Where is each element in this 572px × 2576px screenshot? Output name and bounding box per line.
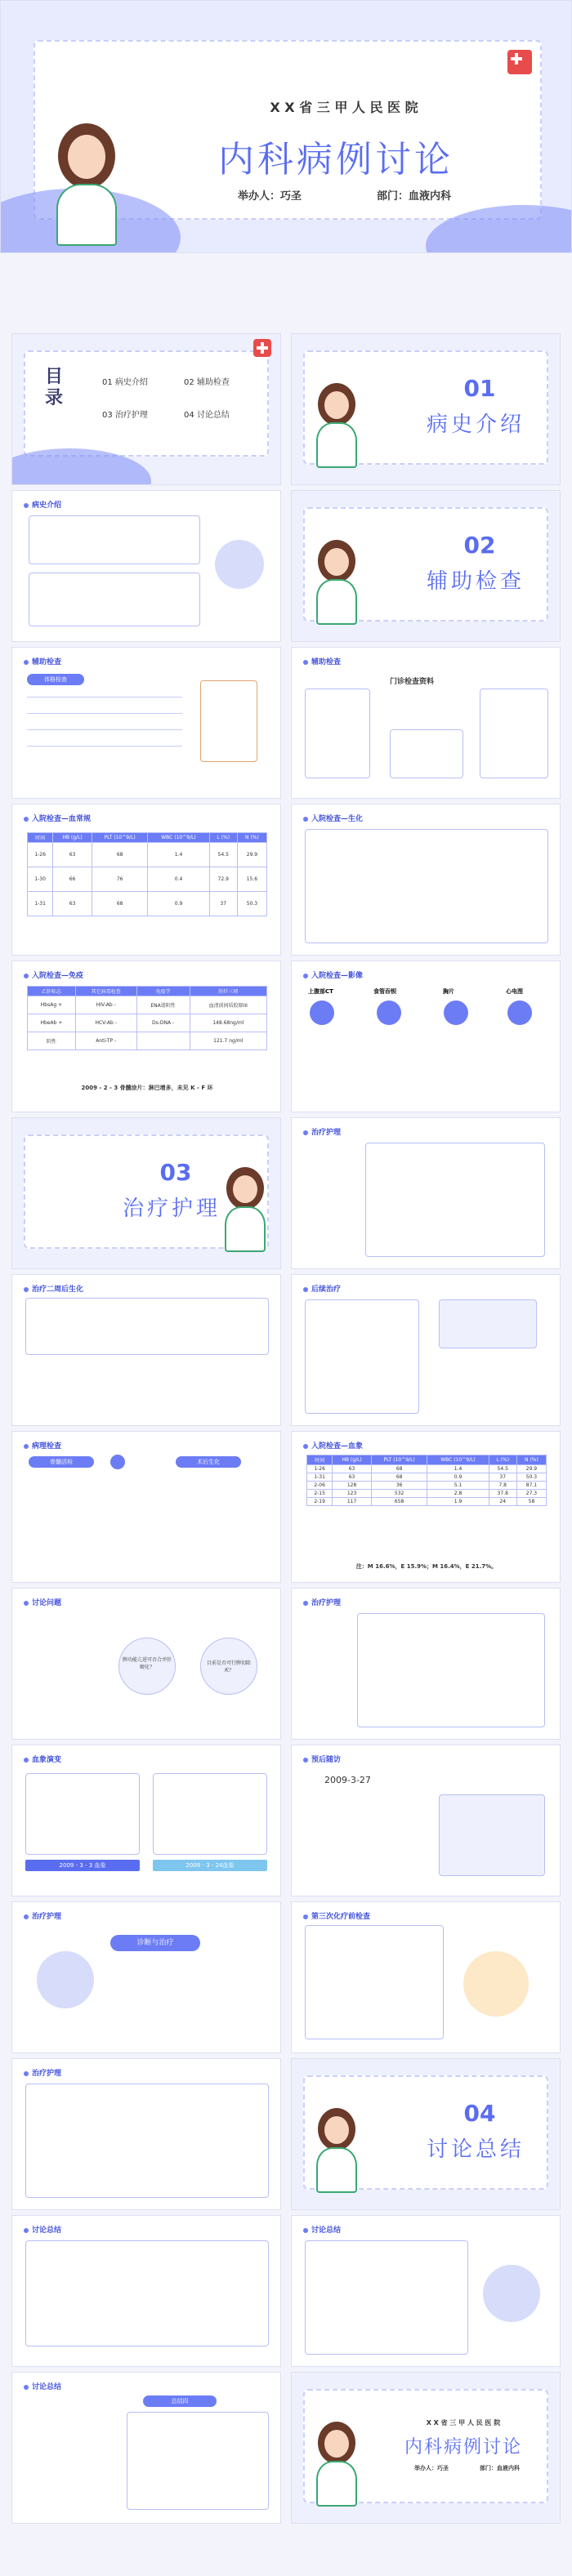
slide-header: 入院检查—血象 — [303, 1440, 363, 1451]
discuss-slide — [11, 1588, 281, 1740]
toc-item-4[interactable]: 04 讨论总结 — [184, 411, 230, 420]
toc-item-2[interactable]: 02 辅助检查 — [184, 378, 230, 387]
end-host: 举办人：巧圣 — [414, 2465, 449, 2471]
section-01-slide — [291, 333, 561, 485]
slide-header: 治疗护理 — [303, 1597, 341, 1607]
section-number: 01 — [463, 375, 496, 402]
blood2-note: 注：M 16.6%，E 15.9%；M 16.4%，E 21.7%。 — [355, 1563, 498, 1570]
slide-header: 治疗护理 — [24, 2067, 61, 2078]
patient-icon — [463, 1951, 529, 2017]
immune-table — [27, 986, 267, 1050]
summary-slide-1 — [11, 2215, 281, 2367]
care-slide-3 — [11, 1901, 281, 2053]
summary3-tag: 总结四 — [143, 2396, 217, 2407]
medical-cross-icon — [253, 339, 271, 357]
cell: 15.6 — [237, 867, 266, 892]
slide-header: 讨论问题 — [24, 1597, 61, 1607]
col-header: N (%) — [237, 833, 266, 843]
slide-header: 讨论总结 — [24, 2224, 61, 2235]
end-dept: 部门：血液内科 — [480, 2465, 520, 2471]
aux-box-right — [480, 689, 548, 778]
history-slide — [11, 490, 281, 642]
slide-header: 治疗护理 — [303, 1126, 341, 1137]
care-slide-2 — [291, 1588, 561, 1740]
toc-title: 目录 — [45, 367, 64, 408]
doctor-illustration — [42, 123, 132, 246]
bloodwatch-left — [25, 1773, 140, 1855]
cell: 532 — [371, 1490, 427, 1498]
prognosis-image — [439, 1794, 545, 1876]
col-header: 其它病毒检查 — [75, 987, 136, 996]
imaging-label: 胸片 — [443, 988, 454, 995]
toc-item-3[interactable]: 03 治疗护理 — [102, 411, 148, 420]
cover-hospital: X X 省 三 甲 人 民 医 院 — [270, 100, 418, 115]
end-hospital: X X 省 三 甲 人 民 医 院 — [426, 2419, 501, 2427]
slide-header: 讨论总结 — [24, 2381, 61, 2391]
biochem2-table — [25, 1298, 269, 1355]
cell: 68 — [371, 1465, 427, 1473]
cell: 2-19 — [307, 1498, 333, 1506]
doctor-illustration — [308, 2108, 365, 2198]
col-header: L (%) — [209, 833, 237, 843]
section-number: 04 — [463, 2100, 496, 2127]
cell: 63 — [53, 892, 92, 916]
aux-box-left — [305, 689, 370, 778]
cell: 121.7 ng/ml — [190, 1032, 266, 1050]
slide-header: 病理检查 — [24, 1440, 61, 1451]
cell: 1.4 — [427, 1465, 489, 1473]
care2-box — [357, 1613, 545, 1727]
doctor-illustration — [308, 540, 365, 630]
slide-header: 后续治疗 — [303, 1283, 341, 1294]
slide-header: 病史介绍 — [24, 499, 61, 510]
bloodwatch-slide — [11, 1745, 281, 1896]
cell: HbsAg + — [28, 996, 76, 1014]
aux-box-mid — [390, 729, 463, 778]
cell: 87.1 — [516, 1482, 546, 1490]
cell: 658 — [371, 1498, 427, 1506]
prognosis-slide — [291, 1745, 561, 1896]
imaging-label: 食管吞钡 — [373, 988, 396, 995]
cell: 27.3 — [516, 1490, 546, 1498]
bloodwatch-right-date: 2009 - 3 - 24血象 — [153, 1860, 267, 1871]
cell: 58 — [516, 1498, 546, 1506]
third-box — [305, 1925, 444, 2039]
section-name: 讨论总结 — [426, 2137, 525, 2162]
cell — [136, 1032, 190, 1050]
pathology-icon — [110, 1455, 125, 1469]
aux-tag: 体格检查 — [27, 674, 84, 685]
section-name: 辅助检查 — [426, 569, 525, 594]
slide-header: 讨论总结 — [303, 2224, 341, 2235]
cover-host: 举办人：巧圣 — [238, 190, 302, 203]
table-row — [307, 1473, 547, 1482]
blood-table — [27, 832, 267, 916]
table-row — [307, 1465, 547, 1473]
care-slide-4 — [11, 2058, 281, 2210]
slide-header: 预后随访 — [303, 1754, 341, 1764]
cell: 36 — [371, 1482, 427, 1490]
care4-box — [25, 2084, 269, 2198]
summary-box — [25, 2240, 269, 2346]
cover-slide — [0, 0, 572, 253]
col-header: 肝纤三项 — [190, 987, 266, 996]
aux-sub: 门诊检查资料 — [390, 678, 435, 686]
immune-slide — [11, 960, 281, 1112]
end-title: 内科病例讨论 — [404, 2437, 522, 2458]
slide-header: 治疗护理 — [24, 1910, 61, 1921]
table-row — [28, 867, 267, 892]
end-slide — [291, 2372, 561, 2524]
followup-slide — [291, 1274, 561, 1426]
care3-center: 诊断与治疗 — [110, 1935, 200, 1951]
clipboard-icon — [200, 680, 257, 762]
cell: 128 — [333, 1482, 372, 1490]
doctor-illustration — [308, 383, 365, 473]
biochem-slide — [291, 804, 561, 956]
col-header: 时间 — [307, 1455, 333, 1465]
cell: 0.9 — [427, 1473, 489, 1482]
cell: 50.3 — [237, 892, 266, 916]
cell: 68 — [92, 892, 148, 916]
cell: 1-31 — [28, 892, 53, 916]
cell: 37 — [489, 1473, 516, 1482]
col-header: WBC (10^9/L) — [427, 1455, 489, 1465]
cell: 37.8 — [489, 1490, 516, 1498]
cell: 37 — [209, 892, 237, 916]
doctor-illustration — [217, 1167, 274, 1257]
summary2-box — [305, 2240, 468, 2355]
slide-header: 辅助检查 — [24, 656, 61, 666]
doctor-avatar-icon — [483, 2265, 540, 2322]
discuss-question-1: 脾功能亢进可否合并肝硬化？ — [123, 1657, 172, 1670]
cell: 1-31 — [307, 1473, 333, 1482]
col-header: N (%) — [516, 1455, 546, 1465]
divider — [27, 746, 182, 747]
pathology-slide — [11, 1431, 281, 1583]
cell: 76 — [92, 867, 148, 892]
biochem2-slide — [11, 1274, 281, 1426]
aux-check-slide — [11, 647, 281, 799]
care-box — [365, 1143, 545, 1257]
col-header: 乙肝标志 — [28, 987, 76, 996]
history-box-1 — [29, 515, 200, 564]
cell: 1.4 — [148, 843, 209, 867]
cell: 63 — [333, 1473, 372, 1482]
slide-header: 第三次化疗前检查 — [303, 1910, 370, 1921]
table-row — [307, 1490, 547, 1498]
cell: 117 — [333, 1498, 372, 1506]
col-header: PLT (10^9/L) — [371, 1455, 427, 1465]
divider — [27, 713, 182, 714]
cell: 7.8 — [489, 1482, 516, 1490]
cell: 68 — [371, 1473, 427, 1482]
table-row — [28, 843, 267, 867]
cell: 5.1 — [427, 1482, 489, 1490]
doctor-avatar-icon — [215, 540, 264, 589]
cell: 148.68ng/ml — [190, 1014, 266, 1032]
slide-header: 入院检查—血常规 — [24, 813, 91, 823]
cell: 阴性 — [28, 1032, 76, 1050]
slide-header: 入院检查—免疫 — [24, 969, 83, 980]
third-slide — [291, 1901, 561, 2053]
cell: 123 — [333, 1490, 372, 1498]
col-header: HB (g/L) — [333, 1455, 372, 1465]
ct-icon — [310, 1001, 334, 1025]
cell: 0.9 — [148, 892, 209, 916]
slide-header: 入院检查—影像 — [303, 969, 363, 980]
barium-icon — [377, 1001, 401, 1025]
aux-check-slide-2 — [291, 647, 561, 799]
discuss-question-2: 目前是否可行脾切除术？ — [206, 1660, 251, 1674]
imaging-label: 心电图 — [506, 988, 523, 995]
cover-dept: 部门：血液内科 — [377, 190, 452, 203]
slide-header: 治疗二周后生化 — [24, 1283, 83, 1294]
cell: 68 — [92, 843, 148, 867]
cell: 29.9 — [237, 843, 266, 867]
doctor-illustration — [308, 2422, 365, 2511]
table-row — [307, 1482, 547, 1490]
col-header: L (%) — [489, 1455, 516, 1465]
cell: 29.9 — [516, 1465, 546, 1473]
toc-slide — [11, 333, 281, 485]
cell: 2-06 — [307, 1482, 333, 1490]
cell: 24 — [489, 1498, 516, 1506]
xray-icon — [444, 1001, 468, 1025]
prognosis-date: 2009-3-27 — [324, 1775, 371, 1785]
blood2-slide — [291, 1431, 561, 1583]
pathology-left-tag: 骨髓活检 — [29, 1456, 94, 1468]
col-header: HB (g/L) — [53, 833, 92, 843]
history-box-2 — [29, 573, 200, 626]
cell: 1.9 — [427, 1498, 489, 1506]
table-row — [307, 1498, 547, 1506]
section-03-slide — [11, 1117, 281, 1269]
cell: 1-26 — [28, 843, 53, 867]
blood-slide — [11, 804, 281, 956]
section-number: 02 — [463, 532, 496, 559]
cell: HIV-Ab - — [75, 996, 136, 1014]
cell: HCV-Ab - — [75, 1014, 136, 1032]
care-slide-1 — [291, 1117, 561, 1269]
ecg-icon — [507, 1001, 532, 1025]
summary-slide-3 — [11, 2372, 281, 2524]
cell: 2.8 — [427, 1490, 489, 1498]
slide-header: 辅助检查 — [303, 656, 341, 666]
cell: 63 — [53, 843, 92, 867]
cell: 54.5 — [489, 1465, 516, 1473]
section-name: 治疗护理 — [122, 1197, 221, 1221]
cell: 72.9 — [209, 867, 237, 892]
followup-box — [305, 1299, 419, 1414]
cell: 1-26 — [307, 1465, 333, 1473]
bloodwatch-left-date: 2009 - 3 - 3 血象 — [25, 1860, 140, 1871]
section-04-slide — [291, 2058, 561, 2210]
cell: HbeAb + — [28, 1014, 76, 1032]
bloodwatch-right — [153, 1773, 267, 1855]
col-header: WBC (10^9/L) — [148, 833, 209, 843]
pathology-right-tag: 术后生化 — [176, 1456, 241, 1468]
toc-item-1[interactable]: 01 病史介绍 — [102, 378, 148, 387]
table-row — [28, 1032, 267, 1050]
cell: Ds-DNA - — [136, 1014, 190, 1032]
cell: Anti-TP - — [75, 1032, 136, 1050]
slide-header: 入院检查—生化 — [303, 813, 363, 823]
blood2-table — [306, 1455, 547, 1506]
table-row — [28, 996, 267, 1014]
summary3-box — [127, 2412, 269, 2510]
cell: 50.3 — [516, 1473, 546, 1482]
col-header: 免疫学 — [136, 987, 190, 996]
immune-footer: 2009 - 2 - 3 骨髓涂片：淋巴增多，未见 K - F 环 — [81, 1085, 213, 1091]
section-number: 03 — [159, 1159, 192, 1186]
table-row — [28, 1014, 267, 1032]
section-name: 病史介绍 — [426, 412, 525, 437]
slide-header: 血象演变 — [24, 1754, 61, 1764]
summary-slide-2 — [291, 2215, 561, 2367]
col-header: PLT (10^9/L) — [92, 833, 148, 843]
cell: 2-15 — [307, 1490, 333, 1498]
cover-title: 内科病例讨论 — [218, 139, 454, 180]
divider — [27, 729, 182, 730]
biochem-table — [305, 829, 548, 943]
col-header: 时间 — [28, 833, 53, 843]
table-row — [28, 892, 267, 916]
medical-cross-icon — [507, 50, 532, 74]
cell: 血清前间质胶原III — [190, 996, 266, 1014]
doctor-avatar-icon — [37, 1951, 94, 2008]
cell: 63 — [333, 1465, 372, 1473]
cell: 0.4 — [148, 867, 209, 892]
followup-image — [439, 1299, 537, 1348]
section-02-slide — [291, 490, 561, 642]
imaging-slide — [291, 960, 561, 1112]
cell: 1-30 — [28, 867, 53, 892]
cell: ENA谱阴性 — [136, 996, 190, 1014]
cell: 66 — [53, 867, 92, 892]
cell: 54.5 — [209, 843, 237, 867]
imaging-label: 上腹部CT — [308, 988, 333, 995]
